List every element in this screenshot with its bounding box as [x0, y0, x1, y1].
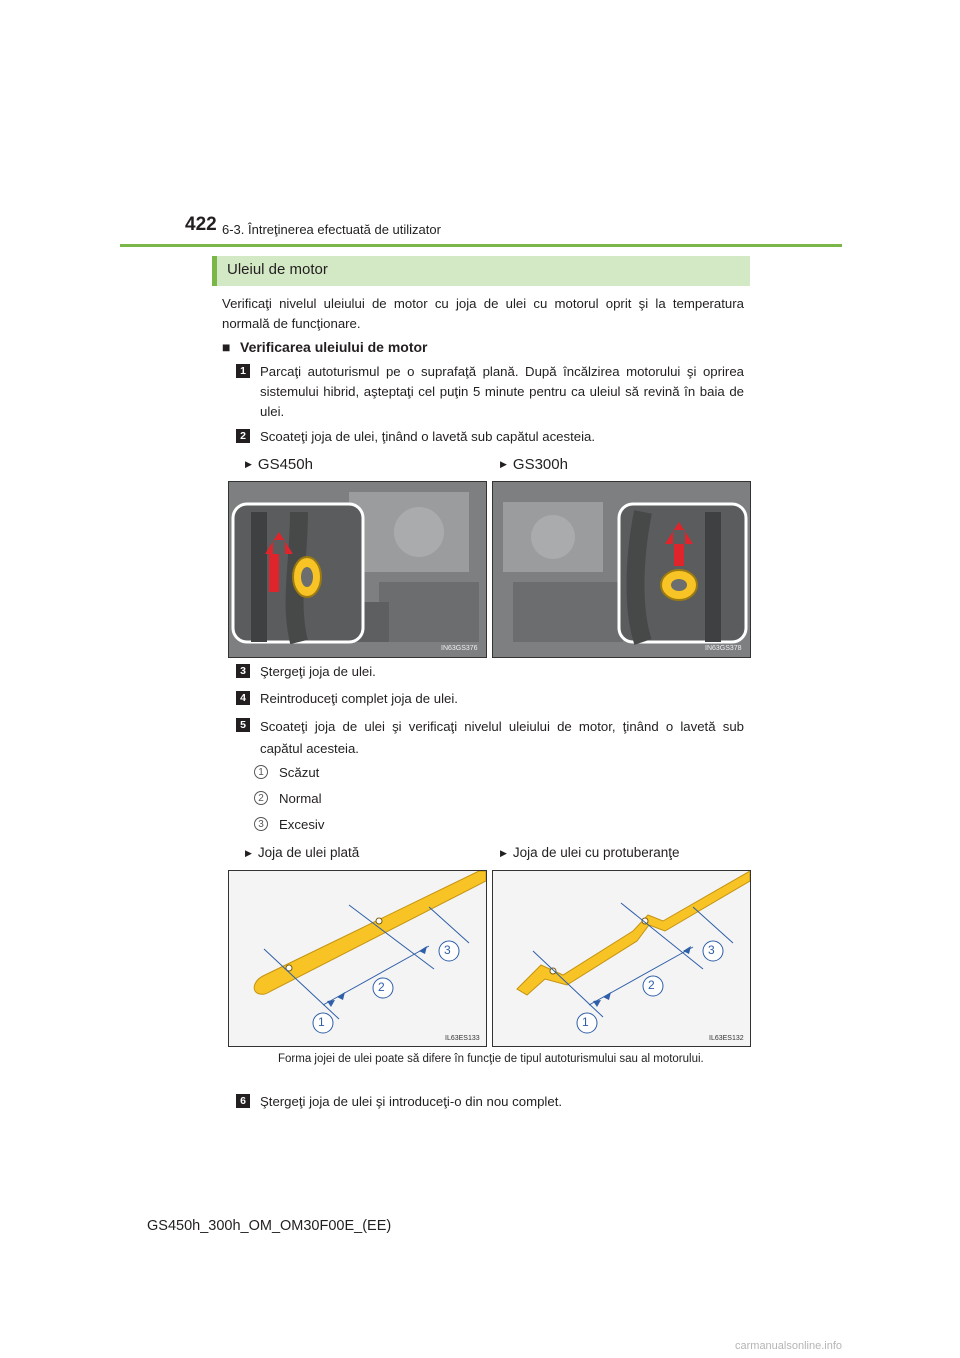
square-bullet-icon: ■ — [222, 339, 231, 355]
triangle-arrow-icon: ▶ — [245, 459, 252, 469]
level-number-2: 2 — [254, 791, 268, 805]
note-text: Forma jojei de ulei poate să difere în funcţie de tipul autoturismului sau al motorului. — [278, 1053, 704, 1065]
subheading — [222, 339, 428, 355]
step-text-5: Scoateţi joja de ulei şi verificaţi nivelul uleiului de motor, ţinând o lavetă sub capătul acesteia. — [260, 719, 744, 756]
step-number-5: 5 — [236, 718, 250, 732]
photo-code: IN63GS376 — [441, 645, 478, 652]
step-number-4: 4 — [236, 691, 250, 705]
intro-text: Verificaţi nivelul uleiului de motor cu joja de ulei cu motorul oprit şi la temperatura normală de funcţionare. — [222, 296, 744, 331]
triangle-arrow-icon: ▶ — [500, 848, 507, 858]
engine-bay-illustration — [493, 482, 750, 657]
flat-dipstick-illustration — [229, 871, 486, 1046]
step-text-6: Ştergeţi joja de ulei şi introduceţi-o din nou complet. — [260, 1094, 563, 1109]
subheading-text: Verificarea uleiului de motor — [240, 339, 428, 355]
diagram-code: IL63ES133 — [445, 1035, 480, 1042]
level-label-2: Normal — [279, 791, 322, 806]
bumped-dipstick-illustration — [493, 871, 750, 1046]
heading-text: Uleiul de motor — [227, 261, 328, 278]
marker-1: 1 — [318, 1015, 325, 1029]
document-code: GS450h_300h_OM_OM30F00E_(EE) — [147, 1218, 392, 1234]
section-title: 6-3. Întreţinerea efectuată de utilizator — [222, 222, 441, 237]
marker-2: 2 — [648, 978, 655, 992]
step-text-1: Parcaţi autoturismul pe o suprafaţă plană. După încălzirea motorului şi oprirea sistemului hibrid, aşteptaţi cel puţin 5 minute pentru ca uleiul să revină în baia de ulei. — [260, 364, 744, 419]
header-rule — [120, 244, 842, 247]
dipstick-label-right — [500, 845, 680, 860]
step-number-2: 2 — [236, 429, 250, 443]
marker-1: 1 — [582, 1015, 589, 1029]
dipstick-type: Joja de ulei cu protuberanţe — [512, 845, 680, 860]
level-number-3: 3 — [254, 817, 268, 831]
level-label-1: Scăzut — [279, 765, 320, 780]
model-label-left — [245, 456, 313, 473]
level-number-1: 1 — [254, 765, 268, 779]
step-text-4: Reintroduceţi complet joja de ulei. — [260, 691, 458, 706]
page-number: 422 — [185, 214, 217, 235]
triangle-arrow-icon: ▶ — [245, 848, 252, 858]
engine-photo-gs450h — [228, 481, 487, 658]
engine-bay-illustration — [229, 482, 486, 657]
diagram-code: IL63ES132 — [709, 1035, 744, 1042]
bumped-dipstick-diagram — [492, 870, 751, 1047]
section-heading — [212, 256, 750, 286]
photo-code: IN63GS378 — [705, 645, 742, 652]
dipstick-type: Joja de ulei plată — [257, 845, 360, 860]
dipstick-label-left — [245, 845, 359, 860]
step-text-2: Scoateţi joja de ulei, ţinând o lavetă sub capătul acesteia. — [260, 429, 596, 444]
step-number-1: 1 — [236, 364, 250, 378]
triangle-arrow-icon: ▶ — [500, 459, 507, 469]
model-label-right — [500, 456, 568, 473]
level-label-3: Excesiv — [279, 817, 325, 832]
step-number-6: 6 — [236, 1094, 250, 1108]
engine-photo-gs300h — [492, 481, 751, 658]
marker-3: 3 — [708, 943, 715, 957]
model-name: GS450h — [257, 456, 313, 473]
marker-2: 2 — [378, 980, 385, 994]
watermark: carmanualsonline.info — [735, 1340, 843, 1352]
model-name: GS300h — [512, 456, 568, 473]
step-text-3: Ştergeţi joja de ulei. — [260, 664, 376, 679]
marker-3: 3 — [444, 943, 451, 957]
step-number-3: 3 — [236, 664, 250, 678]
flat-dipstick-diagram — [228, 870, 487, 1047]
